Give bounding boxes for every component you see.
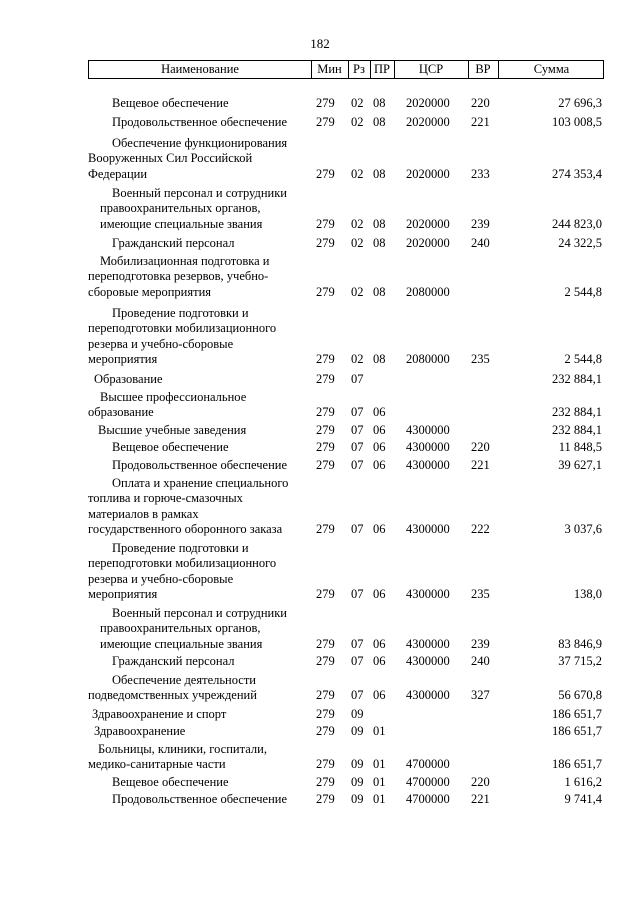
cell-vr: 239 bbox=[471, 636, 490, 651]
cell-min: 279 bbox=[316, 522, 335, 537]
header-rz: Рз bbox=[353, 62, 365, 76]
cell-min: 279 bbox=[316, 653, 335, 668]
cell-vr: 235 bbox=[471, 352, 490, 367]
cell-sum: 11 848,5 bbox=[558, 439, 602, 454]
cell-csr: 4300000 bbox=[406, 636, 450, 651]
header-sum: Сумма bbox=[533, 62, 570, 76]
cell-rz: 09 bbox=[351, 791, 364, 806]
row-name-line: переподготовки мобилизационного bbox=[88, 321, 277, 336]
cell-min: 279 bbox=[316, 371, 335, 386]
table-row bbox=[0, 458, 640, 473]
row-name-line: сборовые мероприятия bbox=[88, 284, 212, 299]
cell-vr: 221 bbox=[471, 114, 490, 129]
cell-vr: 240 bbox=[471, 653, 490, 668]
row-name bbox=[88, 390, 306, 421]
cell-sum: 2 544,8 bbox=[564, 284, 602, 299]
cell-rz: 07 bbox=[351, 439, 364, 454]
cell-min: 279 bbox=[316, 688, 335, 703]
cell-pr: 08 bbox=[373, 216, 386, 231]
cell-sum: 39 627,1 bbox=[558, 457, 602, 472]
cell-rz: 02 bbox=[351, 284, 364, 299]
table-row bbox=[0, 186, 640, 232]
cell-vr: 220 bbox=[471, 95, 490, 110]
cell-csr: 2020000 bbox=[406, 235, 450, 250]
cell-min: 279 bbox=[316, 791, 335, 806]
row-name bbox=[88, 306, 306, 368]
cell-sum: 244 823,0 bbox=[552, 216, 602, 231]
cell-sum: 56 670,8 bbox=[558, 688, 602, 703]
row-name-line: Вещевое обеспечение bbox=[112, 440, 229, 454]
cell-sum: 37 715,2 bbox=[558, 653, 602, 668]
table-row bbox=[0, 742, 640, 773]
cell-pr: 08 bbox=[373, 352, 386, 367]
cell-rz: 07 bbox=[351, 371, 364, 386]
cell-sum: 186 651,7 bbox=[552, 723, 602, 738]
cell-vr: 222 bbox=[471, 522, 490, 537]
cell-rz: 07 bbox=[351, 636, 364, 651]
row-name bbox=[88, 254, 306, 300]
row-name bbox=[88, 236, 306, 251]
cell-rz: 07 bbox=[351, 688, 364, 703]
cell-rz: 09 bbox=[351, 706, 364, 721]
table-row bbox=[0, 96, 640, 111]
cell-sum: 138,0 bbox=[573, 587, 602, 602]
cell-rz: 02 bbox=[351, 235, 364, 250]
cell-vr: 221 bbox=[471, 457, 490, 472]
table-row bbox=[0, 390, 640, 421]
row-name-line: Продовольственное обеспечение bbox=[112, 458, 287, 472]
row-name bbox=[88, 115, 306, 130]
row-name-line: Проведение подготовки и bbox=[112, 541, 249, 555]
cell-pr: 06 bbox=[373, 653, 386, 668]
cell-csr: 4700000 bbox=[406, 757, 450, 772]
cell-rz: 09 bbox=[351, 774, 364, 789]
table-row bbox=[0, 254, 640, 300]
cell-vr: 220 bbox=[471, 774, 490, 789]
row-name bbox=[88, 724, 306, 739]
row-name bbox=[88, 136, 306, 182]
row-name bbox=[88, 372, 306, 387]
row-name-line: Проведение подготовки и bbox=[112, 306, 249, 320]
row-name bbox=[88, 742, 306, 773]
table-row bbox=[0, 673, 640, 704]
cell-csr: 4300000 bbox=[406, 688, 450, 703]
row-name-line: Продовольственное обеспечение bbox=[112, 792, 287, 806]
row-name-line: Обеспечение функционирования bbox=[112, 136, 288, 150]
table-row bbox=[0, 541, 640, 603]
cell-sum: 186 651,7 bbox=[552, 757, 602, 772]
cell-sum: 186 651,7 bbox=[552, 706, 602, 721]
cell-csr: 4300000 bbox=[406, 457, 450, 472]
row-name bbox=[88, 458, 306, 473]
cell-vr: 327 bbox=[471, 688, 490, 703]
table-header bbox=[88, 60, 604, 79]
cell-min: 279 bbox=[316, 216, 335, 231]
table-row bbox=[0, 476, 640, 538]
cell-sum: 232 884,1 bbox=[552, 371, 602, 386]
row-name-line: Гражданский персонал bbox=[112, 654, 235, 668]
cell-rz: 07 bbox=[351, 457, 364, 472]
table-row bbox=[0, 136, 640, 182]
cell-csr: 4300000 bbox=[406, 587, 450, 602]
row-name-line: Высшие учебные заведения bbox=[98, 423, 247, 437]
cell-csr: 4700000 bbox=[406, 774, 450, 789]
cell-min: 279 bbox=[316, 774, 335, 789]
table-row bbox=[0, 372, 640, 387]
cell-min: 279 bbox=[316, 439, 335, 454]
cell-min: 279 bbox=[316, 587, 335, 602]
cell-vr: 239 bbox=[471, 216, 490, 231]
cell-sum: 3 037,6 bbox=[564, 522, 602, 537]
row-name-line: Здравоохранение и спорт bbox=[92, 707, 227, 721]
cell-csr: 4300000 bbox=[406, 522, 450, 537]
cell-csr: 2080000 bbox=[406, 284, 450, 299]
table-row bbox=[0, 606, 640, 652]
row-name bbox=[88, 476, 306, 538]
row-name-line: Образование bbox=[94, 372, 163, 386]
row-name-line: Военный персонал и сотрудники bbox=[112, 186, 287, 200]
row-name-line: Высшее профессиональное bbox=[100, 390, 247, 404]
cell-min: 279 bbox=[316, 166, 335, 181]
row-name-line: переподготовка резервов, учебно- bbox=[88, 269, 269, 284]
cell-rz: 02 bbox=[351, 352, 364, 367]
header-csr: ЦСР bbox=[418, 62, 444, 76]
row-name-line: имеющие специальные звания bbox=[100, 216, 263, 231]
cell-sum: 274 353,4 bbox=[552, 166, 602, 181]
cell-pr: 06 bbox=[373, 587, 386, 602]
cell-csr: 2020000 bbox=[406, 166, 450, 181]
cell-csr: 4300000 bbox=[406, 422, 450, 437]
cell-pr: 06 bbox=[373, 636, 386, 651]
row-name bbox=[88, 707, 306, 722]
row-name-line: топлива и горюче-смазочных bbox=[88, 491, 243, 506]
table-row bbox=[0, 792, 640, 807]
cell-pr: 06 bbox=[373, 405, 386, 420]
row-name-line: Федерации bbox=[88, 166, 148, 181]
row-name-line: правоохранительных органов, bbox=[100, 621, 261, 636]
table-row bbox=[0, 654, 640, 669]
cell-sum: 2 544,8 bbox=[564, 352, 602, 367]
table-row bbox=[0, 724, 640, 739]
cell-rz: 02 bbox=[351, 114, 364, 129]
row-name-line: материалов в рамках bbox=[88, 506, 199, 521]
row-name-line: резерва и учебно-сборовые bbox=[88, 336, 234, 351]
row-name-line: мероприятия bbox=[88, 352, 158, 367]
cell-min: 279 bbox=[316, 352, 335, 367]
cell-min: 279 bbox=[316, 636, 335, 651]
cell-rz: 07 bbox=[351, 422, 364, 437]
table-row bbox=[0, 115, 640, 130]
header-name: Наименование bbox=[161, 62, 239, 76]
cell-csr: 2020000 bbox=[406, 216, 450, 231]
cell-sum: 103 008,5 bbox=[552, 114, 602, 129]
header-min: Мин bbox=[317, 62, 342, 76]
cell-pr: 08 bbox=[373, 114, 386, 129]
cell-min: 279 bbox=[316, 422, 335, 437]
cell-rz: 02 bbox=[351, 216, 364, 231]
cell-sum: 9 741,4 bbox=[564, 791, 602, 806]
cell-rz: 02 bbox=[351, 95, 364, 110]
cell-pr: 06 bbox=[373, 457, 386, 472]
row-name-line: образование bbox=[88, 405, 154, 420]
cell-pr: 06 bbox=[373, 522, 386, 537]
cell-sum: 24 322,5 bbox=[558, 235, 602, 250]
row-name-line: Вещевое обеспечение bbox=[112, 775, 229, 789]
cell-min: 279 bbox=[316, 114, 335, 129]
row-name-line: имеющие специальные звания bbox=[100, 636, 263, 651]
cell-sum: 232 884,1 bbox=[552, 422, 602, 437]
cell-vr: 240 bbox=[471, 235, 490, 250]
row-name-line: подведомственных учреждений bbox=[88, 688, 257, 703]
cell-vr: 235 bbox=[471, 587, 490, 602]
cell-min: 279 bbox=[316, 284, 335, 299]
row-name-line: медико-санитарные части bbox=[88, 757, 226, 772]
row-name-line: Военный персонал и сотрудники bbox=[112, 606, 287, 620]
row-name-line: Оплата и хранение специального bbox=[112, 476, 289, 490]
row-name-line: резерва и учебно-сборовые bbox=[88, 571, 234, 586]
row-name-line: Вооруженных Сил Российской bbox=[88, 151, 253, 166]
cell-min: 279 bbox=[316, 723, 335, 738]
cell-min: 279 bbox=[316, 95, 335, 110]
cell-pr: 06 bbox=[373, 439, 386, 454]
row-name-line: государственного оборонного заказа bbox=[88, 522, 283, 537]
row-name-line: переподготовки мобилизационного bbox=[88, 556, 277, 571]
cell-pr: 08 bbox=[373, 284, 386, 299]
page-number: 182 bbox=[310, 36, 330, 51]
table-row bbox=[0, 440, 640, 455]
cell-vr: 220 bbox=[471, 439, 490, 454]
cell-pr: 08 bbox=[373, 235, 386, 250]
cell-pr: 08 bbox=[373, 95, 386, 110]
table-row bbox=[0, 707, 640, 722]
cell-min: 279 bbox=[316, 757, 335, 772]
row-name bbox=[88, 606, 306, 652]
cell-pr: 01 bbox=[373, 774, 386, 789]
cell-rz: 07 bbox=[351, 405, 364, 420]
row-name bbox=[88, 775, 306, 790]
row-name-line: Вещевое обеспечение bbox=[112, 96, 229, 110]
cell-min: 279 bbox=[316, 457, 335, 472]
cell-rz: 02 bbox=[351, 166, 364, 181]
cell-csr: 4300000 bbox=[406, 653, 450, 668]
header-vr: ВР bbox=[475, 62, 491, 76]
cell-csr: 4300000 bbox=[406, 439, 450, 454]
cell-rz: 07 bbox=[351, 522, 364, 537]
cell-pr: 06 bbox=[373, 422, 386, 437]
cell-min: 279 bbox=[316, 405, 335, 420]
cell-sum: 83 846,9 bbox=[558, 636, 602, 651]
row-name-line: Гражданский персонал bbox=[112, 236, 235, 250]
row-name-line: мероприятия bbox=[88, 587, 158, 602]
row-name-line: Обеспечение деятельности bbox=[112, 673, 257, 687]
cell-sum: 1 616,2 bbox=[564, 774, 602, 789]
cell-sum: 232 884,1 bbox=[552, 405, 602, 420]
cell-pr: 01 bbox=[373, 723, 386, 738]
cell-csr: 4700000 bbox=[406, 791, 450, 806]
cell-rz: 07 bbox=[351, 653, 364, 668]
cell-rz: 09 bbox=[351, 757, 364, 772]
row-name-line: правоохранительных органов, bbox=[100, 201, 261, 216]
row-name bbox=[88, 96, 306, 111]
cell-vr: 233 bbox=[471, 166, 490, 181]
row-name bbox=[88, 673, 306, 704]
cell-sum: 27 696,3 bbox=[558, 95, 602, 110]
table-row bbox=[0, 306, 640, 368]
cell-pr: 01 bbox=[373, 757, 386, 772]
cell-rz: 09 bbox=[351, 723, 364, 738]
header-pr: ПР bbox=[374, 62, 390, 76]
cell-min: 279 bbox=[316, 706, 335, 721]
cell-vr: 221 bbox=[471, 791, 490, 806]
table-row bbox=[0, 236, 640, 251]
row-name-line: Больницы, клиники, госпитали, bbox=[98, 742, 267, 756]
cell-min: 279 bbox=[316, 235, 335, 250]
cell-csr: 2020000 bbox=[406, 95, 450, 110]
cell-pr: 06 bbox=[373, 688, 386, 703]
cell-pr: 01 bbox=[373, 791, 386, 806]
row-name bbox=[88, 792, 306, 807]
row-name bbox=[88, 440, 306, 455]
row-name bbox=[88, 186, 306, 232]
table-row bbox=[0, 423, 640, 438]
table-row bbox=[0, 775, 640, 790]
cell-pr: 08 bbox=[373, 166, 386, 181]
row-name-line: Здравоохранение bbox=[94, 724, 186, 738]
row-name-line: Мобилизационная подготовка и bbox=[100, 254, 270, 268]
row-name bbox=[88, 654, 306, 669]
cell-csr: 2080000 bbox=[406, 352, 450, 367]
row-name bbox=[88, 423, 306, 438]
cell-csr: 2020000 bbox=[406, 114, 450, 129]
row-name-line: Продовольственное обеспечение bbox=[112, 115, 287, 129]
cell-rz: 07 bbox=[351, 587, 364, 602]
row-name bbox=[88, 541, 306, 603]
